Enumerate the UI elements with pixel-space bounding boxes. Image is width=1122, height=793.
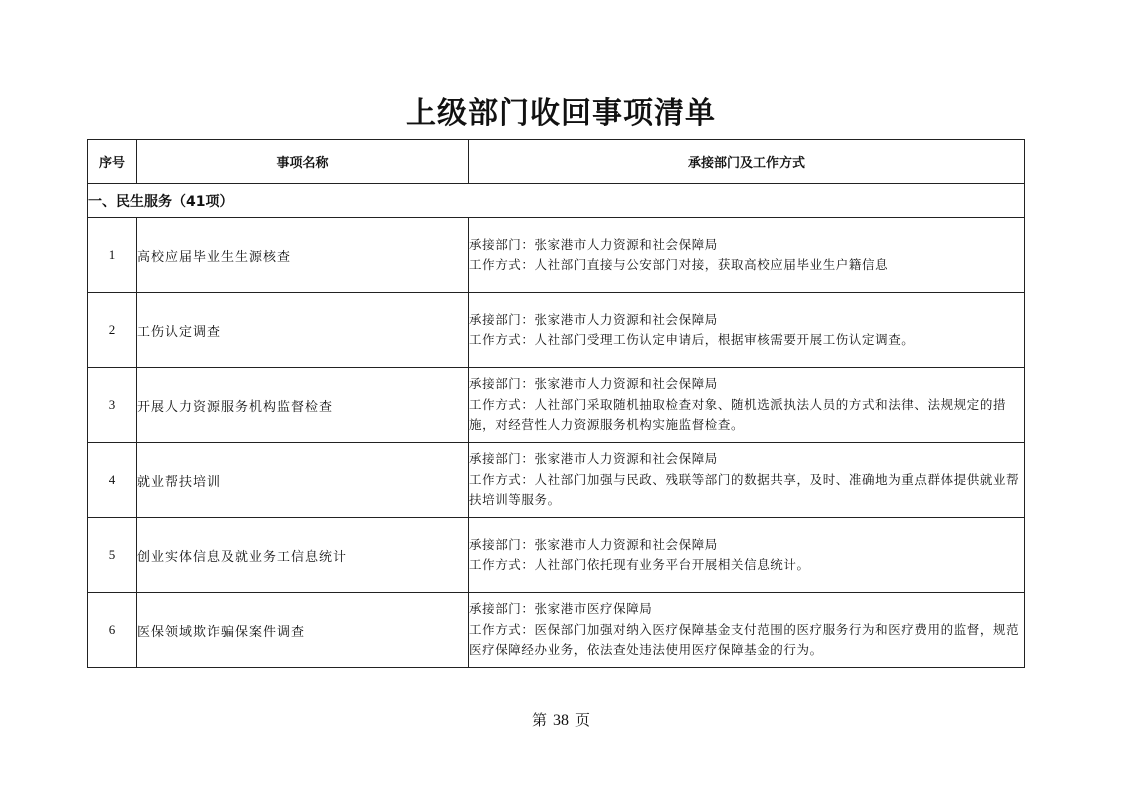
page-number: 38	[553, 712, 569, 729]
table-row	[88, 293, 1025, 368]
items-table	[87, 139, 1025, 668]
row-work-method: 工作方式：人社部门采取随机抽取检查对象、随机选派执法人员的方式和法律、法规规定的措施，对经营性人力资源服务机构实施监督检查。	[469, 396, 1007, 433]
table-row	[88, 518, 1025, 593]
table-row	[88, 368, 1025, 443]
row-department: 承接部门：张家港市人力资源和社会保障局	[469, 536, 718, 552]
row-item-name: 工伤认定调查	[137, 293, 469, 368]
row-item-name: 医保领域欺诈骗保案件调查	[137, 593, 469, 668]
row-work-method: 工作方式：人社部门依托现有业务平台开展相关信息统计。	[469, 557, 810, 572]
row-work-method: 工作方式：人社部门受理工伤认定申请后，根据审核需要开展工伤认定调查。	[469, 332, 915, 347]
page-suffix: 页	[575, 711, 591, 729]
header-name: 事项名称	[137, 140, 469, 184]
row-method-cell	[469, 518, 1025, 593]
row-department: 承接部门：张家港市人力资源和社会保障局	[469, 311, 718, 327]
table-row	[88, 443, 1025, 518]
row-department: 承接部门：张家港市人力资源和社会保障局	[469, 376, 718, 392]
table-row	[88, 593, 1025, 668]
header-no: 序号	[88, 140, 137, 184]
row-work-method: 工作方式：人社部门直接与公安部门对接，获取高校应届毕业生户籍信息	[469, 257, 889, 272]
header-method: 承接部门及工作方式	[469, 140, 1025, 184]
row-method-cell	[469, 368, 1025, 443]
row-work-method: 工作方式：医保部门加强对纳入医疗保障基金支付范围的医疗服务行为和医疗费用的监督，规范医疗保障经办业务，依法查处违法使用医疗保障基金的行为。	[469, 621, 1020, 658]
row-item-name: 开展人力资源服务机构监督检查	[137, 368, 469, 443]
row-number: 2	[88, 293, 137, 368]
row-work-method: 工作方式：人社部门加强与民政、残联等部门的数据共享，及时、准确地为重点群体提供就业帮扶培训等服务。	[469, 471, 1020, 508]
row-method-cell	[469, 293, 1025, 368]
section-row	[88, 184, 1025, 218]
page-prefix: 第	[531, 711, 547, 729]
row-method-cell	[469, 443, 1025, 518]
row-number: 3	[88, 368, 137, 443]
row-number: 6	[88, 593, 137, 668]
row-item-name: 就业帮扶培训	[137, 443, 469, 518]
page-footer	[0, 709, 1122, 732]
row-method-cell	[469, 218, 1025, 293]
row-department: 承接部门：张家港市人力资源和社会保障局	[469, 236, 718, 252]
row-number: 1	[88, 218, 137, 293]
row-number: 5	[88, 518, 137, 593]
table-header-row	[88, 140, 1025, 184]
row-item-name: 高校应届毕业生生源核查	[137, 218, 469, 293]
row-item-name: 创业实体信息及就业务工信息统计	[137, 518, 469, 593]
document-title: 上级部门收回事项清单	[406, 96, 716, 131]
row-number: 4	[88, 443, 137, 518]
section-heading: 一、民生服务（41项）	[88, 184, 1025, 218]
row-method-cell	[469, 593, 1025, 668]
table-row	[88, 218, 1025, 293]
row-department: 承接部门：张家港市医疗保障局	[469, 601, 653, 617]
row-department: 承接部门：张家港市人力资源和社会保障局	[469, 451, 718, 467]
